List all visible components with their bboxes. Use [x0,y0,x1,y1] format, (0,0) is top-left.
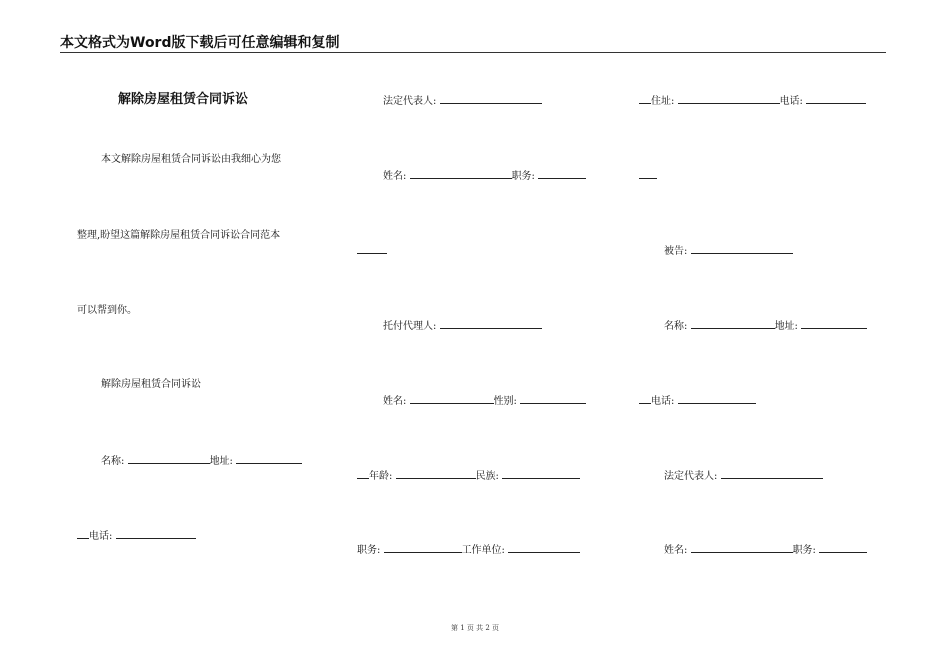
intro-line-1 [101,153,281,167]
agent-line [383,318,542,334]
age-label: 年龄: [369,471,393,482]
ethnicity-label: 民族: [475,471,499,482]
rep-position-blank [538,168,586,179]
intro-text-1: 本文解除房屋租赁合同诉讼由我细心为您 [101,154,281,165]
address-blank [236,453,302,464]
section-subtitle-text: 解除房屋租赁合同诉讼 [101,379,201,390]
defendant-phone-blank [678,393,756,404]
rep-name-position-line [383,168,586,184]
age-blank [396,468,476,479]
defendant-rep-name-blank [691,542,793,553]
legal-rep-label: 法定代表人: [383,96,437,107]
plaintiff-phone-line [77,528,196,544]
intro-text-3: 可以帮到你。 [77,305,137,316]
gender-blank [520,393,586,404]
name-blank [128,453,210,464]
defendant-rep-name-label: 姓名: [664,545,688,556]
legal-rep-line [383,93,542,109]
agent-blank [440,318,542,329]
gender-label: 性别: [493,396,517,407]
rep-name-label: 姓名: [383,171,407,182]
col3-continuation-line [639,168,657,184]
residence-label: 住址: [651,96,675,107]
address-phone-line [639,93,866,109]
legal-rep-blank [440,93,542,104]
address-leading-blank [639,93,651,104]
agent-name-label: 姓名: [383,396,407,407]
phone-label: 电话: [89,531,113,542]
rep-position-label: 职务: [511,171,535,182]
defendant-line [664,243,793,259]
defendant-rep-name-position-line [664,542,867,558]
workplace-blank [508,542,580,553]
age-leading-blank [357,468,369,479]
section-subtitle [101,378,201,392]
defendant-name-address-line [664,318,867,334]
agent-label: 托付代理人: [383,321,437,332]
name-label: 名称: [101,456,125,467]
trailing-blank-line [357,243,387,259]
intro-line-2 [77,229,280,243]
trailing-blank [357,243,387,254]
header-rule [60,52,886,53]
rep-name-blank [410,168,512,179]
document-title: 解除房屋租赁合同诉讼 [118,92,249,107]
defendant-rep-position-blank [819,542,867,553]
agent-name-blank [410,393,494,404]
defendant-phone-leading-blank [639,393,651,404]
address-label: 地址: [209,456,233,467]
intro-text-2: 整理,盼望这篇解除房屋租赁合同诉讼合同范本 [77,230,281,241]
phone-blank-col3 [806,93,866,104]
phone-leading-blank [77,528,89,539]
defendant-blank [691,243,793,254]
defendant-label: 被告: [664,246,688,257]
agent-name-gender-line [383,393,586,409]
phone-label-col3: 电话: [779,96,803,107]
defendant-name-blank [691,318,775,329]
defendant-legal-rep-label: 法定代表人: [664,471,718,482]
position-workplace-line [357,542,580,558]
defendant-rep-position-label: 职务: [792,545,816,556]
plaintiff-name-address-line [101,453,302,469]
document-header: 本文格式为Word版下载后可任意编辑和复制 [60,35,340,51]
defendant-phone-label: 电话: [651,396,675,407]
continuation-blank [639,168,657,179]
defendant-legal-rep-line [664,468,823,484]
page-footer: 第 1 页 共 2 页 [450,624,500,632]
defendant-address-blank [801,318,867,329]
residence-blank [678,93,780,104]
defendant-address-label: 地址: [774,321,798,332]
defendant-phone-line [639,393,756,409]
workplace-label: 工作单位: [461,545,505,556]
ethnicity-blank [502,468,580,479]
defendant-legal-rep-blank [721,468,823,479]
intro-line-3 [77,304,137,318]
age-ethnicity-line [357,468,580,484]
agent-position-blank [384,542,462,553]
defendant-name-label: 名称: [664,321,688,332]
agent-position-label: 职务: [357,545,381,556]
phone-blank [116,528,196,539]
